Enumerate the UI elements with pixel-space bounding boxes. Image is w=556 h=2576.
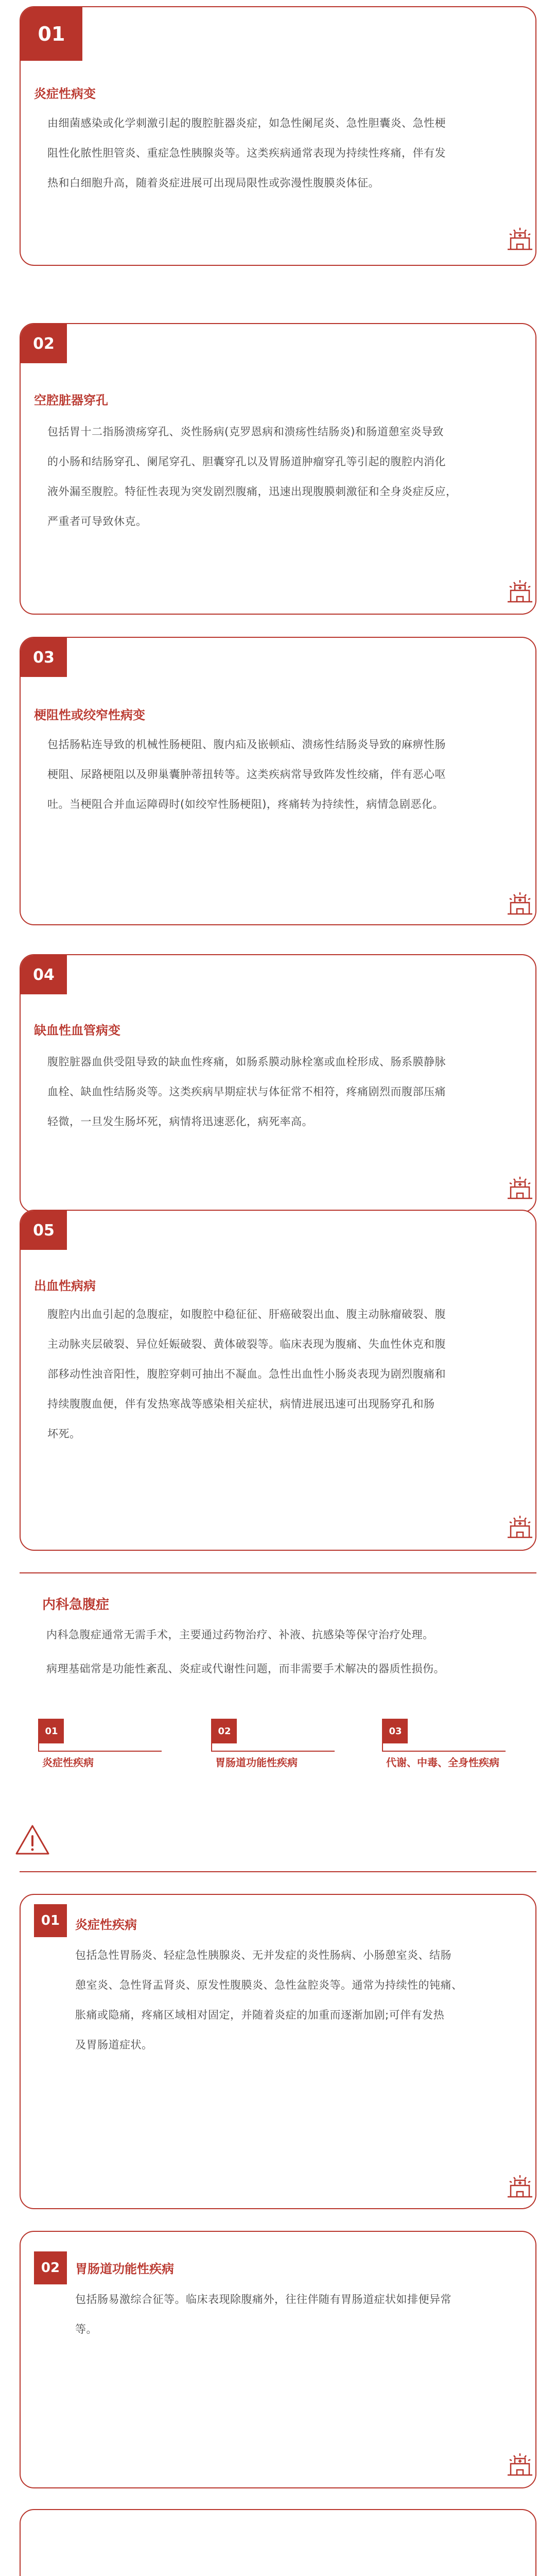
body-line: 坏死。 [47,1428,81,1440]
section-title: 空腔脏器穿孔 [34,393,108,408]
body-line: 严重者可导致休克。 [47,515,147,528]
body-line: 腹腔内出血引起的急腹症，如腹腔中稳征征、肝癌破裂出血、腹主动脉瘤破裂、腹 [47,1308,446,1320]
body-line: 包括肠易激综合征等。临床表现除腹痛外，往往伴随有胃肠道症状如排便异常 [75,2293,451,2306]
section-body [47,1299,521,1449]
hospital-icon [505,1176,535,1200]
section-card-2 [20,323,536,615]
sub-number: 02 [34,2251,67,2284]
section-body [47,1047,521,1137]
tag-label: 代谢、中毒、全身性疾病 [386,1756,499,1769]
body-line: 部移动性浊音阳性，腹腔穿刺可抽出不凝血。急性出血性小肠炎表现为剧烈腹痛和 [47,1368,446,1380]
sub-card-2 [20,2231,536,2488]
section-card-1 [20,6,536,266]
body-line: 血栓、缺血性结肠炎等。这类疾病早期症状与体征常不相符，疼痛剧烈而腹部压痛 [47,1086,446,1098]
sub-title: 炎症性疾病 [75,1918,137,1932]
sub-title: 胃肠道功能性疾病 [75,2262,174,2276]
body-line: 包括肠粘连导致的机械性肠梗阻、腹内疝及嵌顿疝、溃疡性结肠炎导致的麻痹性肠 [47,738,446,751]
section-number: 05 [21,1211,67,1250]
body-line: 持续腹腹血便，伴有发热寒战等感染相关症状，病情进展迅速可出现肠穿孔和肠 [47,1398,435,1410]
body-line: 憩室炎、急性肾盂肾炎、原发性腹膜炎、急性盆腔炎等。通常为持续性的钝痛、 [75,1979,463,1991]
tag-number: 02 [212,1719,237,1743]
body-line: 病理基础常是功能性紊乱、炎症或代谢性问题，而非需要手术解决的器质性损伤。 [46,1663,445,1675]
hospital-icon [505,2452,535,2477]
warning-icon [14,1824,50,1856]
body-line: 吐。当梗阻合并血运障碍时(如绞窄性肠梗阻)，疼痛转为持续性，病情急剧恶化。 [47,798,444,810]
section-title: 出血性病病 [34,1279,96,1293]
hospital-icon [505,891,535,916]
hospital-icon [505,579,535,604]
sub-number: 01 [34,1904,67,1937]
tag-label: 胃肠道功能性疾病 [215,1756,298,1769]
section-card-5 [20,1210,536,1551]
tag-number: 03 [383,1719,408,1743]
section-body [47,730,521,819]
tag-functional [211,1719,335,1769]
section-title: 炎症性病变 [34,87,96,101]
body-line: 阻性化脓性胆管炎、重症急性胰腺炎等。这类疾病通常表现为持续性疼痛，伴有发 [47,147,446,159]
section-body [47,108,521,198]
body-line: 腹腔脏器血供受阻导致的缺血性疼痛，如肠系膜动脉栓塞或血栓形成、肠系膜静脉 [47,1056,446,1068]
body-line: 内科急腹症通常无需手术，主要通过药物治疗、补液、抗感染等保守治疗处理。 [46,1629,434,1641]
hospital-icon [505,2174,535,2199]
body-line: 由细菌感染或化学刺激引起的腹腔脏器炎症，如急性阑尾炎、急性胆囊炎、急性梗 [47,117,446,129]
internal-title: 内科急腹症 [42,1597,110,1613]
hospital-icon [505,1515,535,1539]
sub-card-1 [20,1894,536,2209]
body-line: 的小肠和结肠穿孔、阑尾穿孔、胆囊穿孔以及胃肠道肿瘤穿孔等引起的腹腔内消化 [47,455,446,468]
section-number: 04 [21,955,67,994]
body-line: 及胃肠道症状。 [75,2039,153,2051]
body-line: 主动脉夹层破裂、异位妊娠破裂、黄体破裂等。临床表现为腹痛、失血性休克和腹 [47,1338,446,1350]
internal-body [46,1618,520,1686]
body-line: 热和白细胞升高，随着炎症进展可出现局限性或弥漫性腹膜炎体征。 [47,177,379,189]
section-number: 03 [21,638,67,677]
body-line: 包括胃十二指肠溃疡穿孔、炎性肠病(克罗恩病和溃疡性结肠炎)和肠道憩室炎导致 [47,426,444,438]
body-line: 包括急性胃肠炎、轻症急性胰腺炎、无并发症的炎性肠病、小肠憩室炎、结肠 [75,1949,451,1961]
body-line: 轻微，一旦发生肠坏死，病情将迅速恶化，病死率高。 [47,1115,313,1128]
tag-number: 01 [39,1719,64,1743]
section-body [47,417,521,536]
section-title: 梗阻性或绞窄性病变 [34,708,145,722]
body-line: 胀痛或隐痛，疼痛区域相对固定，并随着炎症的加重而逐渐加剧;可伴有发热 [75,2009,445,2021]
sub-body [75,2284,518,2344]
sub-body [75,1940,518,2060]
body-line: 等。 [75,2323,97,2335]
section-number: 01 [21,7,82,61]
section-title: 缺血性血管病变 [34,1023,120,1038]
tag-label: 炎症性疾病 [42,1756,94,1769]
sub-card-3 [20,2509,536,2576]
hospital-icon [505,227,535,251]
internal-card [20,1572,536,1872]
section-card-3 [20,637,536,925]
section-number: 02 [21,324,67,363]
body-line: 液外漏至腹腔。特征性表现为突发剧烈腹痛，迅速出现腹膜刺激征和全身炎症反应， [47,485,457,498]
tag-metabolic [382,1719,506,1769]
tag-inflammatory [38,1719,162,1769]
body-line: 梗阻、尿路梗阻以及卵巢囊肿蒂扭转等。这类疾病常导致阵发性绞痛，伴有恶心呕 [47,768,446,781]
section-card-4 [20,954,536,1213]
